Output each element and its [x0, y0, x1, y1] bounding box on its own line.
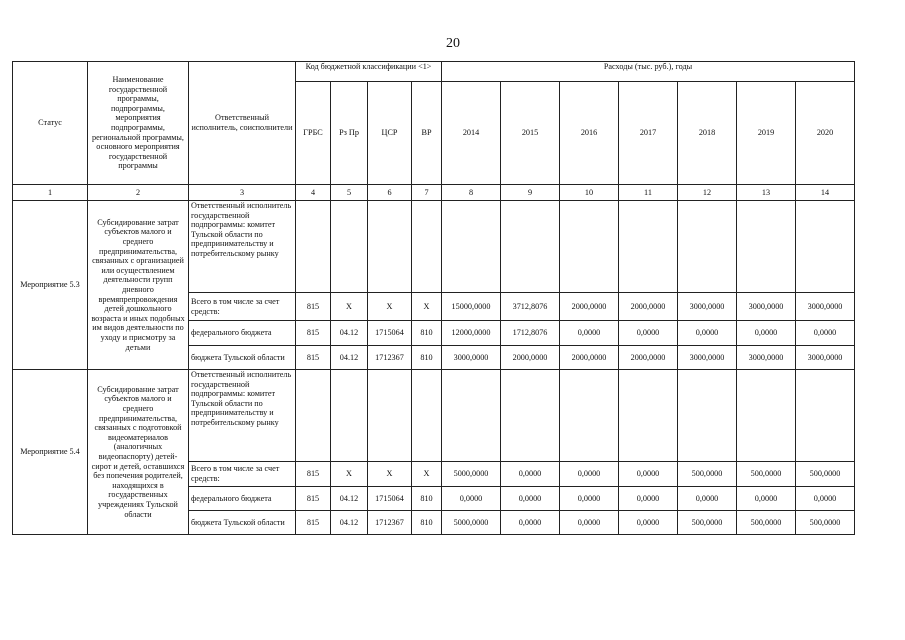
expense-value: 0,0000 — [560, 462, 619, 487]
expense-value: 3000,0000 — [737, 293, 796, 321]
expense-value: 0,0000 — [678, 487, 737, 511]
expense-value: 0,0000 — [737, 487, 796, 511]
expense-value: 3000,0000 — [737, 346, 796, 370]
expense-value: 0,0000 — [501, 462, 560, 487]
header-name: Наименование государственной программы, подпрограммы, мероприятия подпрограммы, региональной программы, основного мероприятия государственной программы — [88, 62, 189, 185]
vr-cell: 810 — [412, 487, 442, 511]
expense-value: 0,0000 — [560, 487, 619, 511]
grbs-cell: 815 — [296, 293, 331, 321]
expense-value: 12000,0000 — [442, 321, 501, 346]
grbs-cell: 815 — [296, 462, 331, 487]
funding-source-label: федерального бюджета — [189, 487, 296, 511]
column-number: 5 — [331, 185, 368, 201]
column-number: 1 — [13, 185, 88, 201]
rzpr-cell: 04.12 — [331, 321, 368, 346]
expense-value: 0,0000 — [619, 511, 678, 535]
expense-value: 0,0000 — [796, 321, 855, 346]
expense-value: 0,0000 — [501, 487, 560, 511]
header-rz-pr: Рз Пр — [331, 82, 368, 185]
page-number: 20 — [446, 36, 460, 51]
funding-source-label: бюджета Тульской области — [189, 511, 296, 535]
funding-source-label: Всего в том числе за счет средств: — [189, 293, 296, 321]
expense-value: 0,0000 — [560, 511, 619, 535]
expense-value: 1712,8076 — [501, 321, 560, 346]
column-number: 6 — [368, 185, 412, 201]
expense-value: 0,0000 — [796, 487, 855, 511]
activity-name-cell: Субсидирование затрат субъектов малого и среднего предпринимательства, связанных с подготовкой видеоматериалов (аналогичных видеопаспорту) детей-сирот и детей, оставшихся без попечения родителей, находящихся в государственных учреждениях Тульской области — [88, 370, 189, 535]
header-responsible: Ответственный исполнитель, соисполнители — [189, 62, 296, 185]
vr-cell: Х — [412, 293, 442, 321]
expense-value: 2000,0000 — [619, 293, 678, 321]
header-year: 2016 — [560, 82, 619, 185]
vr-cell: 810 — [412, 346, 442, 370]
column-number: 10 — [560, 185, 619, 201]
rzpr-cell: 04.12 — [331, 346, 368, 370]
expense-value: 0,0000 — [442, 487, 501, 511]
expense-value: 500,0000 — [678, 511, 737, 535]
expense-value: 0,0000 — [678, 321, 737, 346]
header-csr: ЦСР — [368, 82, 412, 185]
csr-cell: 1715064 — [368, 321, 412, 346]
expense-value: 0,0000 — [619, 462, 678, 487]
funding-source-label: федерального бюджета — [189, 321, 296, 346]
column-number: 13 — [737, 185, 796, 201]
csr-cell: 1712367 — [368, 346, 412, 370]
funding-source-label: бюджета Тульской области — [189, 346, 296, 370]
executor-cell: Ответственный исполнитель государственной подпрограммы: комитет Тульской области по предпринимательству и потребительскому рынку — [189, 370, 296, 462]
expense-value: 3000,0000 — [678, 293, 737, 321]
vr-cell: 810 — [412, 321, 442, 346]
header-budget-code: Код бюджетной классификации <1> — [296, 62, 442, 82]
expense-value: 0,0000 — [560, 321, 619, 346]
expense-value: 0,0000 — [501, 511, 560, 535]
rzpr-cell: 04.12 — [331, 511, 368, 535]
column-number: 9 — [501, 185, 560, 201]
vr-cell: 810 — [412, 511, 442, 535]
expense-value: 500,0000 — [796, 511, 855, 535]
expense-value: 2000,0000 — [501, 346, 560, 370]
expense-value: 2000,0000 — [560, 293, 619, 321]
expense-value: 3000,0000 — [796, 293, 855, 321]
expense-value: 5000,0000 — [442, 511, 501, 535]
expense-value: 2000,0000 — [619, 346, 678, 370]
grbs-cell: 815 — [296, 321, 331, 346]
header-expenses: Расходы (тыс. руб.), годы — [442, 62, 855, 82]
header-year: 2017 — [619, 82, 678, 185]
rzpr-cell: Х — [331, 293, 368, 321]
csr-cell: Х — [368, 293, 412, 321]
vr-cell: Х — [412, 462, 442, 487]
rzpr-cell: Х — [331, 462, 368, 487]
header-year: 2018 — [678, 82, 737, 185]
header-vr: ВР — [412, 82, 442, 185]
column-number: 7 — [412, 185, 442, 201]
expense-value: 500,0000 — [796, 462, 855, 487]
expense-value: 500,0000 — [737, 511, 796, 535]
column-number: 12 — [678, 185, 737, 201]
expense-value: 2000,0000 — [560, 346, 619, 370]
status-cell: Мероприятие 5.4 — [13, 370, 88, 535]
expense-value: 3712,8076 — [501, 293, 560, 321]
expense-value: 0,0000 — [619, 321, 678, 346]
column-number: 2 — [88, 185, 189, 201]
expense-value: 0,0000 — [619, 487, 678, 511]
status-cell: Мероприятие 5.3 — [13, 201, 88, 370]
header-year: 2020 — [796, 82, 855, 185]
csr-cell: 1715064 — [368, 487, 412, 511]
header-year: 2014 — [442, 82, 501, 185]
expense-value: 3000,0000 — [678, 346, 737, 370]
budget-table — [12, 61, 855, 535]
grbs-cell: 815 — [296, 511, 331, 535]
column-number: 14 — [796, 185, 855, 201]
csr-cell: Х — [368, 462, 412, 487]
csr-cell: 1712367 — [368, 511, 412, 535]
rzpr-cell: 04.12 — [331, 487, 368, 511]
expense-value: 15000,0000 — [442, 293, 501, 321]
column-number: 4 — [296, 185, 331, 201]
funding-source-label: Всего в том числе за счет средств: — [189, 462, 296, 487]
expense-value: 500,0000 — [678, 462, 737, 487]
header-year: 2015 — [501, 82, 560, 185]
expense-value: 500,0000 — [737, 462, 796, 487]
expense-value: 0,0000 — [737, 321, 796, 346]
expense-value: 3000,0000 — [796, 346, 855, 370]
header-year: 2019 — [737, 82, 796, 185]
table-row — [13, 370, 855, 462]
executor-cell: Ответственный исполнитель государственной подпрограммы: комитет Тульской области по предпринимательству и потребительскому рынку — [189, 201, 296, 293]
header-status: Статус — [13, 62, 88, 185]
column-number: 3 — [189, 185, 296, 201]
grbs-cell: 815 — [296, 346, 331, 370]
activity-name-cell: Субсидирование затрат субъектов малого и среднего предпринимательства, связанных с организацией или осуществлением деятельности групп дневного времяпрепровождения детей дошкольного возраста и иных подобных им видов деятельности по уходу и присмотру за детьми — [88, 201, 189, 370]
header-grbs: ГРБС — [296, 82, 331, 185]
expense-value: 3000,0000 — [442, 346, 501, 370]
column-number-row — [13, 185, 855, 201]
grbs-cell: 815 — [296, 487, 331, 511]
expense-value: 5000,0000 — [442, 462, 501, 487]
table-row — [13, 201, 855, 293]
column-number: 11 — [619, 185, 678, 201]
column-number: 8 — [442, 185, 501, 201]
